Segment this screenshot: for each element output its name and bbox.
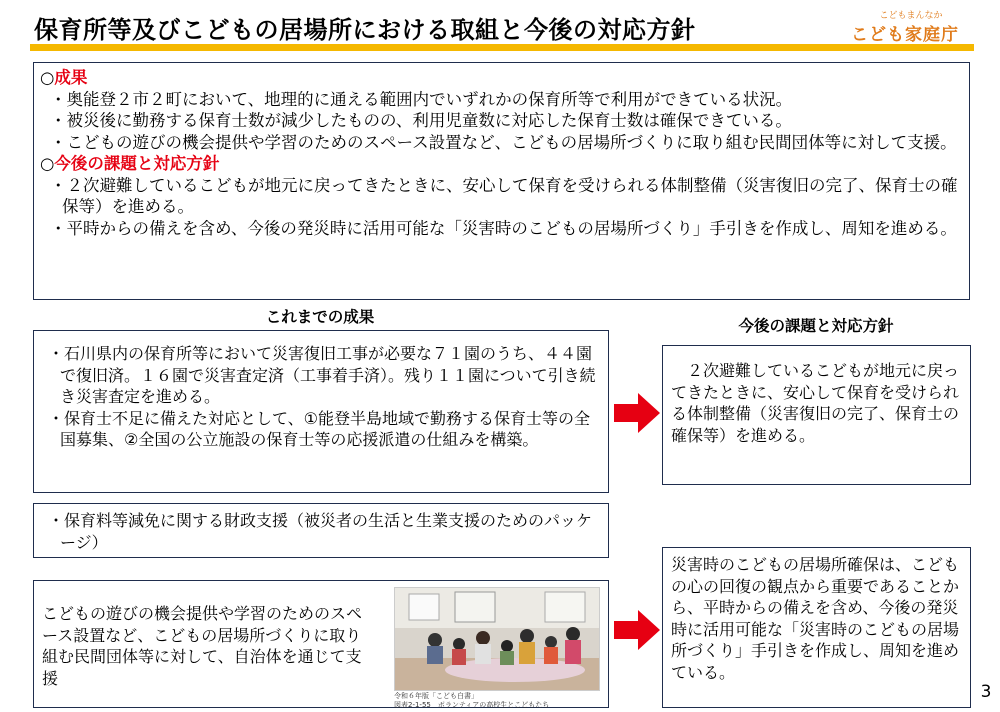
plans-childcare-text: ２次避難しているこどもが地元に戻ってきたときに、安心して保育を受けられる体制整備（災害復旧の完了、保育士の確保等）を進める。: [671, 361, 960, 445]
results-heading: [40, 67, 959, 89]
plans-column-heading: 今後の課題と対応方針: [738, 317, 894, 335]
summary-result-item: ・奥能登２市２町において、地理的に通える範囲内でいずれかの保育所等で利用ができている状況。: [50, 89, 793, 109]
results-marker: ○: [40, 68, 55, 87]
summary-plan-item: ・平時からの備えを含め、今後の発災時に活用可能な「災害時のこどもの居場所づくり」手引きを作成し、周知を進める。: [50, 218, 957, 238]
plans-heading-text: 今後の課題と対応方針: [54, 154, 220, 173]
logo-tagline: こどもまんなか: [879, 11, 943, 21]
photo-illustration: [395, 588, 600, 691]
plans-marker: ○: [40, 154, 55, 173]
right-arrow-icon: [614, 393, 660, 433]
plans-children-place-text: 災害時のこどもの居場所確保は、こどもの心の回復の観点から重要であることから、平時からの備えを含め、今後の発災時に活用可能な「災害時のこどもの居場所づくり」手引きを作成し、周知を進めている。: [671, 555, 960, 682]
children-photo: [394, 587, 600, 691]
results-item: ・石川県内の保育所等において災害復旧工事が必要な７１園のうち、４４園で復旧済。１６園で災害査定済（工事着手済）。残り１１園について引き続き災害査定を進める。: [48, 344, 596, 406]
results-box-children-place: [33, 580, 609, 708]
summary-plan-item: ・２次避難しているこどもが地元に戻ってきたときに、安心して保育を受けられる体制整備（災害復旧の完了、保育士の確保等）を進める。: [50, 175, 958, 216]
title-underline-bar: [30, 44, 974, 51]
summary-box: [33, 62, 970, 300]
plans-box-childcare: [662, 345, 971, 485]
children-place-text: こどもの遊びの機会提供や学習のためのスペース設置など、こどもの居場所づくりに取り組む民間団体等に対して、自治体を通じて支援: [42, 604, 363, 688]
plans-box-children-place: [662, 547, 971, 708]
results-box-facilities: [33, 330, 609, 493]
results-item: ・保育料等減免に関する財政支援（被災者の生活と生業支援のためのパッケージ）: [48, 511, 593, 552]
summary-result-item: ・こどもの遊びの機会提供や学習のためのスペース設置など、こどもの居場所づくりに取り組む民間団体等に対して支援。: [50, 132, 957, 152]
agency-logo: こども家庭庁: [851, 25, 959, 45]
page-number: 3: [980, 682, 992, 702]
plans-heading: [40, 153, 959, 175]
results-heading-text: 成果: [54, 68, 88, 87]
results-box-financial: [33, 503, 609, 558]
photo-caption: [394, 692, 604, 710]
summary-result-item: ・被災後に勤務する保育士数が減少したものの、利用児童数に対応した保育士数は確保できている。: [50, 111, 792, 130]
photo-caption-source: 令和６年版「こども白書」: [394, 692, 478, 700]
right-arrow-icon: [614, 610, 660, 650]
page-title: 保育所等及びこどもの居場所における取組と今後の対応方針: [34, 16, 696, 44]
results-column-heading: これまでの成果: [265, 308, 375, 326]
photo-caption-figure: 図表2-1-55 ボランティアの高校生とこどもたち: [394, 701, 550, 709]
results-item: ・保育士不足に備えた対応として、①能登半島地域で勤務する保育士等の全国募集、②全国の公立施設の保育士等の応援派遣の仕組みを構築。: [48, 408, 591, 449]
